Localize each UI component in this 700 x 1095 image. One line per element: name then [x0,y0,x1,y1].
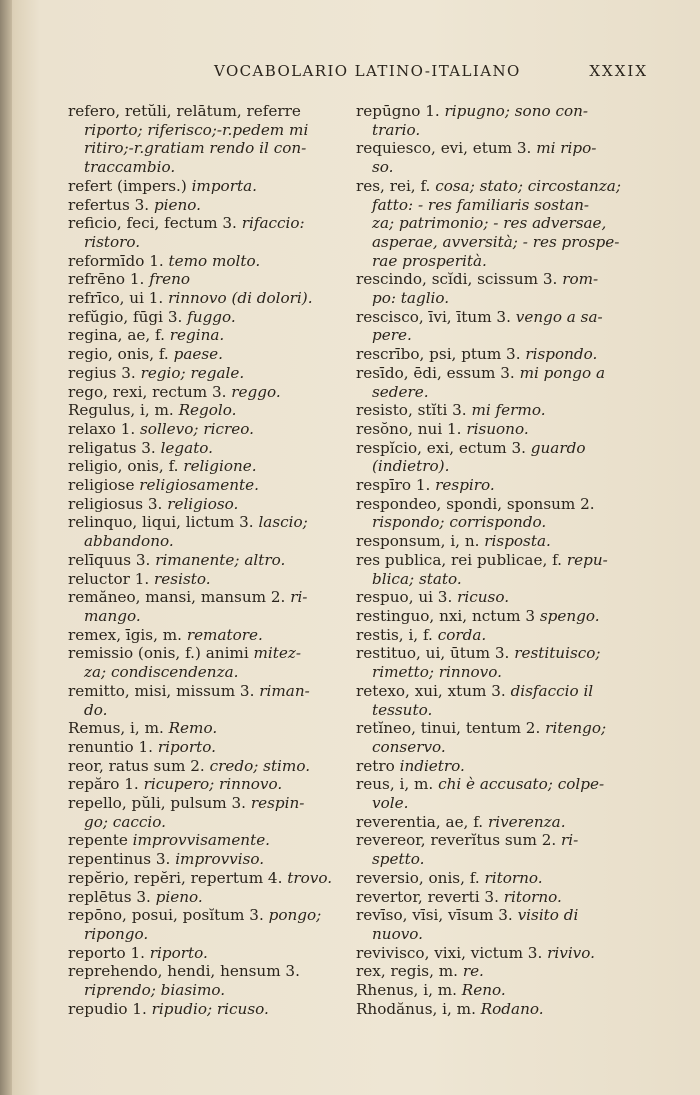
italian-translation: re. [462,962,484,981]
italian-translation: resisto. [154,569,211,588]
latin-headword: rego, rexi, rectum 3. [68,382,232,401]
latin-headword: revereor, reverĭtus sum 2. [356,831,562,850]
italian-translation: traccambio. [84,158,176,177]
italian-translation: regio; regale. [140,363,245,382]
italian-translation: rispondo. [525,345,598,364]
dictionary-line [356,457,648,476]
italian-translation: trovo. [287,868,333,887]
page-number: XXXIX [589,62,648,80]
latin-headword: responsum, i, n. [356,532,485,551]
dictionary-line [356,831,648,850]
italian-translation: improvviso. [175,850,265,869]
dictionary-line [356,383,648,402]
latin-headword: repăro 1. [68,775,144,794]
italian-translation: asperae, avversità; - res prospe- [372,232,620,251]
dictionary-line [356,869,648,888]
dictionary-line [68,513,354,532]
italian-translation: pere. [372,326,412,345]
latin-headword: religio, onis, f. [68,457,184,476]
italian-translation: tessuto. [372,700,433,719]
latin-headword: Remus, i, m. [68,719,169,738]
dictionary-line [356,439,648,458]
latin-headword: restituo, ui, ūtum 3. [356,644,515,663]
dictionary-line [356,607,648,626]
dictionary-line [68,270,354,289]
latin-headword: restinguo, nxi, nctum 3 [356,606,540,625]
dictionary-line [68,1000,354,1019]
latin-headword: religatus 3. [68,438,161,457]
italian-translation: rae prosperità. [372,251,487,270]
latin-headword: renuntio 1. [68,737,158,756]
dictionary-line [68,813,354,832]
italian-translation: respiro. [435,476,495,495]
italian-translation: rimanente; altro. [155,550,286,569]
dictionary-line [68,607,354,626]
italian-translation: za; condiscendenza. [84,663,239,682]
latin-headword: respĭcio, exi, ectum 3. [356,438,531,457]
dictionary-line [68,644,354,663]
italian-translation: rimetto; rinnovo. [372,663,502,682]
dictionary-line [356,345,648,364]
latin-headword: refero, retŭli, relātum, referre [68,102,301,120]
italian-translation: do. [84,700,108,719]
italian-translation: risuono. [466,419,529,438]
italian-translation: za; patrimonio; - res adversae, [372,214,607,233]
dictionary-line [68,158,354,177]
latin-headword: reformīdo 1. [68,251,169,270]
latin-headword: regio, onis, f. [68,345,174,364]
italian-translation: ricupero; rinnovo. [143,775,283,794]
dictionary-line [68,701,354,720]
latin-headword: repūgno 1. [356,102,445,120]
italian-translation: mi pongo a [519,363,606,382]
dictionary-line [356,420,648,439]
latin-headword: resisto, stĭti 3. [356,401,472,420]
italian-translation: visito di [517,906,579,925]
dictionary-line [68,364,354,383]
dictionary-line [356,794,648,813]
dictionary-line [356,813,648,832]
italian-translation: vengo a sa- [515,307,603,326]
right-column [356,102,648,1018]
latin-headword: regius 3. [68,363,141,382]
latin-headword: repudio 1. [68,999,152,1018]
page-title: VOCABOLARIO LATINO-ITALIANO [214,62,521,80]
dictionary-line [68,906,354,925]
dictionary-line [68,775,354,794]
italian-translation: risposta. [484,532,551,551]
latin-headword: reverentia, ae, f. [356,812,488,831]
italian-translation: paese. [173,345,223,364]
latin-headword: revertor, reverti 3. [356,887,504,906]
latin-headword: restis, i, f. [356,625,438,644]
latin-headword: religiosus 3. [68,494,168,513]
italian-translation: reggo. [231,382,281,401]
latin-headword: regina, ae, f. [68,326,170,345]
dictionary-line [68,476,354,495]
italian-translation: ripongo. [84,924,149,943]
italian-translation: disfaccio il [510,681,594,700]
italian-translation: repu- [566,550,608,569]
latin-headword: requiesco, evi, etum 3. [356,139,537,158]
dictionary-line [68,738,354,757]
dictionary-line [68,289,354,308]
italian-translation: freno [149,270,190,289]
italian-translation: ri- [561,831,579,850]
latin-headword: resīdo, ēdi, essum 3. [356,363,520,382]
italian-translation: riman- [259,681,310,700]
dictionary-line [68,570,354,589]
italian-translation: riporto; riferisco;-r.pedem mi [84,120,309,139]
dictionary-line [356,270,648,289]
latin-headword: relinquo, liqui, lictum 3. [68,513,259,532]
latin-headword: repello, pŭli, pulsum 3. [68,794,251,813]
italian-translation: mi fermo. [471,401,546,420]
latin-headword: remissio (onis, f.) animi [68,644,254,663]
latin-headword: refrīco, ui 1. [68,289,169,308]
dictionary-line [68,719,354,738]
italian-translation: ripugno; sono con- [444,102,589,120]
latin-headword: refŭgio, fūgi 3. [68,307,188,326]
dictionary-line [68,925,354,944]
dictionary-line [356,738,648,757]
italian-translation: regina. [169,326,225,345]
italian-translation: spetto. [372,850,425,869]
dictionary-line [68,962,354,981]
dictionary-line [68,551,354,570]
italian-translation: rinnovo (di dolori). [168,289,313,308]
dictionary-line [356,495,648,514]
dictionary-line [68,888,354,907]
latin-headword: reor, ratus sum 2. [68,756,210,775]
dictionary-line [68,383,354,402]
italian-translation: legato. [160,438,214,457]
italian-translation: Rodano. [480,999,544,1018]
italian-translation: temo molto. [168,251,261,270]
italian-translation: guardo [530,438,586,457]
dictionary-line [356,850,648,869]
latin-headword: res publica, rei publicae, f. [356,550,567,569]
italian-translation: mitez- [253,644,302,663]
latin-headword: repente [68,831,133,850]
latin-headword: replētus 3. [68,887,156,906]
italian-translation: riporto. [149,943,208,962]
dictionary-line [68,345,354,364]
italian-translation: religiosamente. [139,476,259,495]
dictionary-line [356,570,648,589]
dictionary-line [356,701,648,720]
latin-headword: relīquus 3. [68,550,156,569]
dictionary-line [356,121,648,140]
dictionary-line [68,102,354,121]
italian-translation: so. [372,158,394,177]
italian-translation: mi ripo- [536,139,597,158]
italian-translation: Regolo. [178,401,237,420]
dictionary-line [356,588,648,607]
latin-headword: Regulus, i, m. [68,401,179,420]
italian-translation: corda. [437,625,487,644]
italian-translation: fuggo. [187,307,236,326]
latin-headword: rescisco, īvi, ītum 3. [356,307,516,326]
italian-translation: po: taglio. [372,289,450,308]
latin-headword: relaxo 1. [68,419,141,438]
dictionary-line [356,981,648,1000]
latin-headword: resŏno, nui 1. [356,419,467,438]
book-spine-shadow [0,0,12,1095]
italian-translation: ritengo; [545,719,607,738]
latin-headword: respondeo, spondi, sponsum 2. [356,494,595,513]
italian-translation: trario. [372,120,421,139]
dictionary-line [68,420,354,439]
dictionary-line [68,682,354,701]
latin-headword: refertus 3. [68,195,154,214]
dictionary-line [356,888,648,907]
dictionary-line [68,233,354,252]
dictionary-line [356,177,648,196]
dictionary-line [356,626,648,645]
dictionary-line [356,551,648,570]
latin-headword: res, rei, f. [356,176,436,195]
italian-translation: riporto. [157,737,216,756]
dictionary-line [68,663,354,682]
latin-headword: revīso, vīsi, vīsum 3. [356,906,518,925]
dictionary-line [356,682,648,701]
dictionary-line [356,233,648,252]
dictionary-line [356,757,648,776]
italian-translation: vole. [372,794,409,813]
italian-translation: rispondo; corrispondo. [372,513,547,532]
dictionary-line [356,139,648,158]
italian-translation: chi è accusato; colpe- [438,775,605,794]
latin-headword: remitto, misi, missum 3. [68,681,260,700]
dictionary-line [68,401,354,420]
italian-translation: riverenza. [487,812,566,831]
dictionary-line [356,513,648,532]
italian-translation: pieno. [155,887,203,906]
dictionary-line [356,906,648,925]
latin-headword: remăneo, mansi, mansum 2. [68,588,291,607]
latin-headword: reus, i, m. [356,775,439,794]
latin-headword: repentinus 3. [68,850,176,869]
latin-headword: refert (impers.) [68,176,192,195]
dictionary-line [68,139,354,158]
italian-translation: (indietro). [372,457,450,476]
latin-headword: retĭneo, tinui, tentum 2. [356,719,546,738]
latin-headword: rex, regis, m. [356,962,463,981]
latin-headword: reporto 1. [68,943,150,962]
dictionary-line [68,850,354,869]
italian-translation: cosa; stato; circostanza; [435,176,621,195]
italian-translation: conservo. [372,737,446,756]
italian-translation: indietro. [399,756,465,775]
latin-headword: reficio, feci, fectum 3. [68,214,242,233]
dictionary-line [356,775,648,794]
dictionary-line [68,214,354,233]
dictionary-line [356,252,648,271]
dictionary-line [356,289,648,308]
italian-translation: rifaccio: [241,214,305,233]
italian-translation: ri- [290,588,308,607]
latin-headword: remex, īgis, m. [68,625,187,644]
latin-headword: repōno, posui, posĭtum 3. [68,906,269,925]
latin-headword: reversio, onis, f. [356,868,485,887]
latin-headword: religiose [68,476,140,495]
dictionary-line [68,196,354,215]
italian-translation: ritorno. [503,887,562,906]
latin-headword: reluctor 1. [68,569,155,588]
italian-translation: lascio; [258,513,308,532]
dictionary-line [68,532,354,551]
latin-headword: respuo, ui 3. [356,588,458,607]
dictionary-line [356,663,648,682]
dictionary-line [356,1000,648,1019]
italian-translation: blica; stato. [372,569,462,588]
dictionary-line [68,869,354,888]
dictionary-line [356,102,648,121]
dictionary-line [356,308,648,327]
latin-headword: retexo, xui, xtum 3. [356,681,511,700]
latin-headword: repĕrio, repĕri, repertum 4. [68,868,288,887]
italian-translation: restituisco; [514,644,601,663]
dictionary-line [68,177,354,196]
italian-translation: credo; stimo. [209,756,311,775]
dictionary-line [356,962,648,981]
italian-translation: ritiro;-r.gratiam rendo il con- [84,139,307,158]
italian-translation: sedere. [372,382,429,401]
italian-translation: fatto: - res familiaris sostan- [372,195,590,214]
italian-translation: ristoro. [84,232,141,251]
italian-translation: rivivo. [547,943,595,962]
italian-translation: improvvisamente. [132,831,271,850]
dictionary-line [356,364,648,383]
dictionary-line [68,757,354,776]
italian-translation: Reno. [461,981,506,1000]
latin-headword: revivisco, vixi, victum 3. [356,943,548,962]
italian-translation: ripudio; ricuso. [151,999,269,1018]
latin-headword: rescrībo, psi, ptum 3. [356,345,526,364]
latin-headword: retro [356,756,400,775]
dictionary-line [68,252,354,271]
dictionary-line [356,944,648,963]
latin-headword: refrēno 1. [68,270,150,289]
dictionary-line [356,158,648,177]
latin-headword: Rhodănus, i, m. [356,999,481,1018]
dictionary-line [356,196,648,215]
dictionary-line [68,588,354,607]
italian-translation: go; caccio. [84,812,166,831]
dictionary-line [356,326,648,345]
dictionary-line [356,214,648,233]
latin-headword: rescindo, scĭdi, scissum 3. [356,270,563,289]
italian-translation: importa. [191,176,257,195]
left-column [68,102,354,1018]
latin-headword: Rhenus, i, m. [356,981,462,1000]
italian-translation: pongo; [268,906,322,925]
dictionary-line [68,626,354,645]
dictionary-line [68,326,354,345]
italian-translation: ritorno. [484,868,543,887]
latin-headword: respīro 1. [356,476,436,495]
dictionary-line [68,121,354,140]
italian-translation: mango. [84,606,141,625]
dictionary-line [356,719,648,738]
dictionary-line [68,457,354,476]
italian-translation: respin- [250,794,305,813]
dictionary-line [356,925,648,944]
italian-translation: rematore. [186,625,263,644]
italian-translation: religioso. [167,494,239,513]
italian-translation: sollevo; ricreo. [140,419,254,438]
dictionary-line [68,439,354,458]
dictionary-line [356,401,648,420]
dictionary-line [68,308,354,327]
dictionary-line [68,981,354,1000]
dictionary-line [68,495,354,514]
dictionary-line [356,644,648,663]
italian-translation: ricuso. [457,588,510,607]
italian-translation: rom- [562,270,599,289]
dictionary-line [68,794,354,813]
latin-headword: reprehendo, hendi, hensum 3. [68,962,300,981]
italian-translation: spengo. [539,606,600,625]
italian-translation: Remo. [168,719,218,738]
italian-translation: nuovo. [372,924,423,943]
dictionary-line [356,532,648,551]
italian-translation: riprendo; biasimo. [84,981,226,1000]
dictionary-line [68,944,354,963]
running-head [70,62,660,86]
dictionary-line [356,476,648,495]
italian-translation: pieno. [153,195,202,214]
italian-translation: religione. [183,457,257,476]
italian-translation: abbandono. [84,532,174,551]
dictionary-line [68,831,354,850]
